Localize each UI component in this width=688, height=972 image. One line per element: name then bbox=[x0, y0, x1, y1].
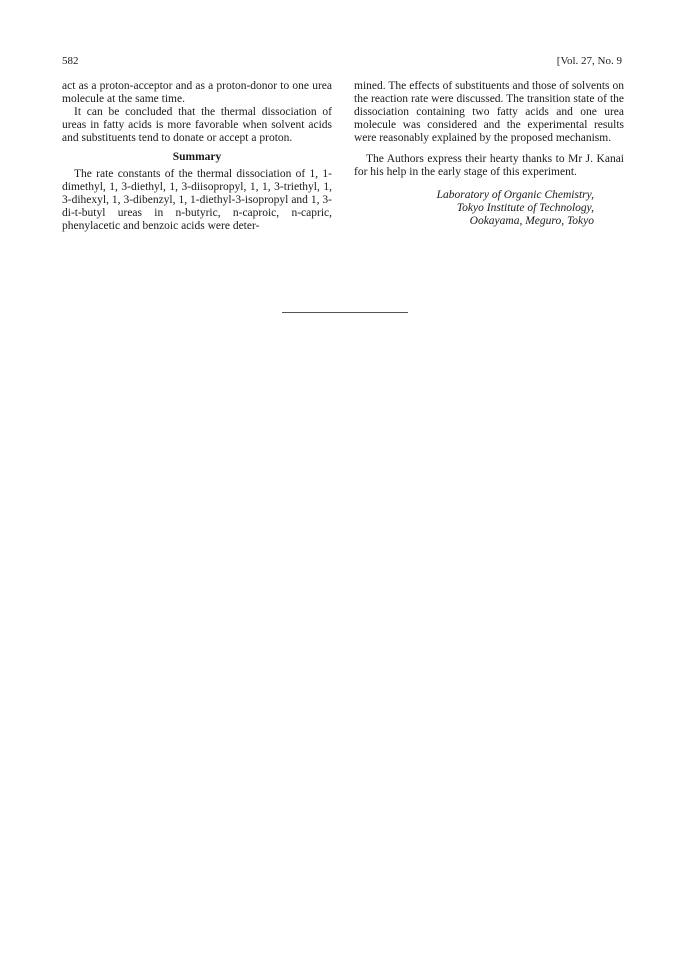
summary-heading: Summary bbox=[172, 151, 222, 163]
paragraph-summary-start: The rate constants of the thermal dissociation of 1, 1-dimethyl, 1, 3-diethyl, 1, 3-diisopropyl, 1, 1, 3-triethyl, 1, 3-dihexyl, 1, 3-dibenzyl, 1, 1-diethyl-3-isopropyl and 1, 3-di-t-butyl ureas in n-butyric, n-caproic, n-capric, phenylacetic and benzoic acids were deter- bbox=[62, 168, 332, 232]
affiliation-line-3: Ookayama, Meguro, Tokyo bbox=[469, 215, 594, 227]
affiliation-line-2: Tokyo Institute of Technology, bbox=[456, 202, 594, 214]
end-rule bbox=[282, 312, 408, 313]
running-head: [Vol. 27, No. 9 bbox=[556, 55, 622, 67]
right-column bbox=[354, 80, 624, 228]
paragraph-acknowledgement: The Authors express their hearty thanks to Mr J. Kanai for his help in the early stage of this experiment. bbox=[354, 153, 624, 178]
paragraph-conclusion: It can be concluded that the thermal dissociation of ureas in fatty acids is more favorable when solvent acids and substituents tend to donate or accept a proton. bbox=[62, 106, 332, 144]
affiliation-line-1: Laboratory of Organic Chemistry, bbox=[436, 189, 594, 201]
paragraph-summary-end: mined. The effects of substituents and those of solvents on the reaction rate were discussed. The transition state of the dissociation containing two fatty acids and one urea molecule was considered and the experimental results were reasonably explained by the proposed mechanism. bbox=[354, 80, 624, 144]
page-number: 582 bbox=[62, 55, 79, 67]
affiliation bbox=[354, 189, 624, 228]
left-column bbox=[62, 80, 332, 233]
paragraph-continuation: act as a proton-acceptor and as a proton-donor to one urea molecule at the same time. bbox=[62, 80, 332, 105]
